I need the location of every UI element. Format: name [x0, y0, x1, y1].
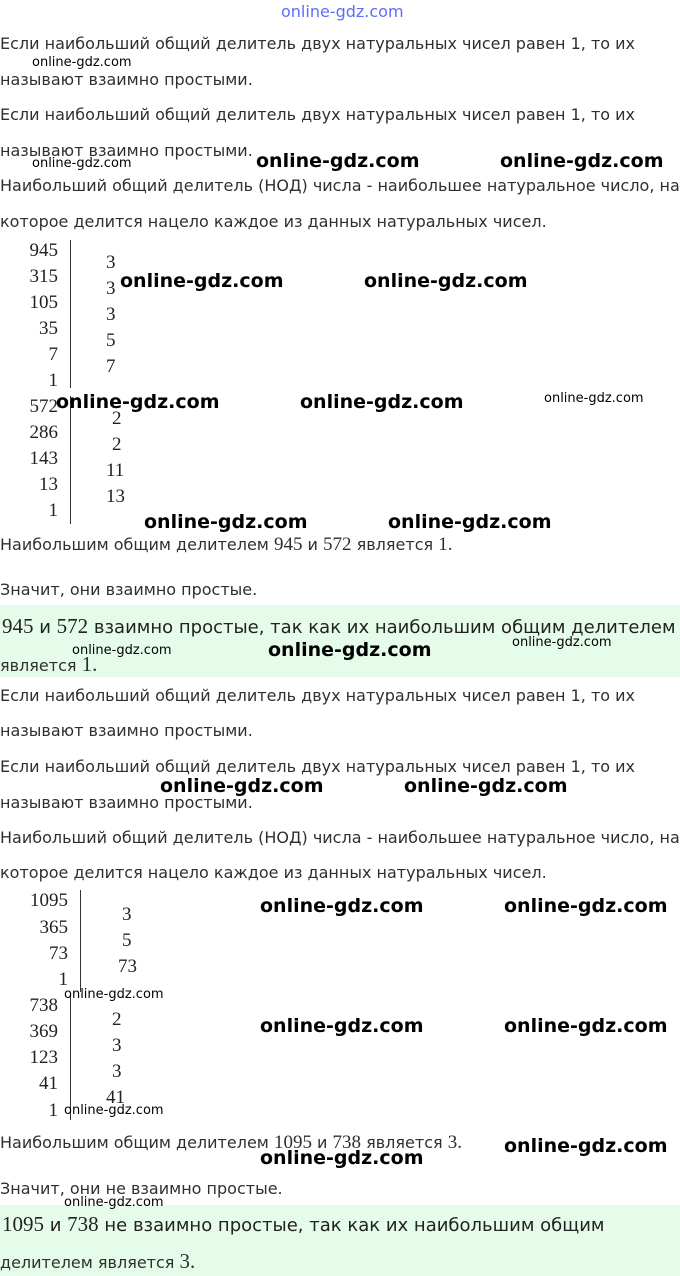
divisor: 11 [106, 460, 125, 481]
watermark: online-gdz.com [64, 1103, 164, 1118]
conclusion: Значит, они взаимно простые. [0, 580, 258, 599]
watermark: online-gdz.com [300, 391, 464, 413]
watermark: online-gdz.com [504, 895, 668, 917]
watermark: online-gdz.com [544, 391, 644, 406]
watermark: online-gdz.com [504, 1135, 668, 1157]
answer-line1: 945 и 572 взаимно простые, так как их наибольшим общим делителем [2, 614, 676, 638]
divisor: 5 [122, 930, 132, 951]
dividend: 41 [39, 1073, 58, 1094]
watermark: online-gdz.com [64, 1195, 164, 1210]
dividend: 123 [29, 1047, 58, 1068]
divisor: 41 [106, 1087, 125, 1108]
divisor: 5 [106, 330, 116, 351]
gcd-result: Наибольшим общим делителем 1095 и 738 является 3. [0, 1132, 462, 1153]
gcd-result: Наибольшим общим делителем 945 и 572 является 1. [0, 534, 453, 555]
dividend: 105 [29, 292, 58, 313]
watermark: online-gdz.com [364, 270, 528, 292]
divisor: 2 [112, 408, 122, 429]
divisor: 3 [106, 304, 116, 325]
watermark: online-gdz.com [32, 156, 132, 171]
divisor: 3 [106, 278, 116, 299]
watermark: online-gdz.com [512, 635, 612, 650]
division-bar [80, 890, 81, 992]
watermark: online-gdz.com [56, 391, 220, 413]
divisor: 3 [112, 1035, 122, 1056]
dividend: 315 [29, 266, 58, 287]
watermark: online-gdz.com [404, 775, 568, 797]
watermark: online-gdz.com [388, 511, 552, 533]
dividend: 7 [48, 344, 58, 365]
conclusion: Значит, они не взаимно простые. [0, 1179, 283, 1198]
divisor: 13 [106, 486, 125, 507]
watermark: online-gdz.com [160, 775, 324, 797]
divisor: 7 [106, 356, 116, 377]
dividend: 73 [49, 943, 68, 964]
watermark-top: online-gdz.com [281, 2, 404, 21]
dividend: 572 [29, 396, 58, 417]
divisor: 3 [122, 904, 132, 925]
definition-gcd-line2: которое делится нацело каждое из данных натуральных чисел. [0, 863, 547, 882]
divisor: 3 [112, 1061, 122, 1082]
watermark: online-gdz.com [260, 895, 424, 917]
watermark: online-gdz.com [72, 643, 172, 658]
watermark: online-gdz.com [260, 1147, 424, 1169]
definition-coprime-line2: называют взаимно простыми. [0, 70, 253, 89]
dividend: 369 [29, 1021, 58, 1042]
definition-coprime-line1: Если наибольший общий делитель двух натуральных чисел равен 1, то их [0, 686, 635, 705]
definition-coprime-repeat-line1: Если наибольший общий делитель двух натуральных чисел равен 1, то их [0, 757, 635, 776]
dividend: 945 [29, 240, 58, 261]
answer-line1: 1095 и 738 не взаимно простые, так как их наибольшим общим [2, 1212, 605, 1236]
definition-coprime-line1: Если наибольший общий делитель двух натуральных чисел равен 1, то их [0, 34, 635, 53]
watermark: online-gdz.com [268, 639, 432, 661]
definition-coprime-repeat-line2: называют взаимно простыми. [0, 793, 253, 812]
dividend: 1 [58, 969, 68, 990]
division-bar [70, 240, 71, 388]
watermark: online-gdz.com [256, 150, 420, 172]
divisor: 2 [112, 434, 122, 455]
dividend: 1 [48, 370, 58, 391]
dividend: 1 [48, 500, 58, 521]
dividend: 738 [29, 995, 58, 1016]
division-bar [70, 396, 71, 524]
divisor: 2 [112, 1009, 122, 1030]
definition-coprime-repeat-line2: называют взаимно простыми. [0, 141, 253, 160]
dividend: 1095 [30, 890, 68, 911]
divisor: 73 [118, 956, 137, 977]
definition-coprime-line2: называют взаимно простыми. [0, 721, 253, 740]
answer-line2: делителем является 3. [0, 1249, 196, 1273]
definition-gcd-line1: Наибольший общий делитель (НОД) числа - наибольшее натуральное число, на [0, 176, 680, 195]
watermark: online-gdz.com [144, 511, 308, 533]
answer-line2: является 1. [0, 652, 98, 676]
watermark: online-gdz.com [120, 270, 284, 292]
watermark: online-gdz.com [260, 1015, 424, 1037]
watermark: online-gdz.com [500, 150, 664, 172]
dividend: 13 [39, 474, 58, 495]
divisor: 3 [106, 252, 116, 273]
dividend: 365 [39, 917, 68, 938]
watermark: online-gdz.com [504, 1015, 668, 1037]
dividend: 35 [39, 318, 58, 339]
dividend: 143 [29, 448, 58, 469]
definition-gcd-line2: которое делится нацело каждое из данных натуральных чисел. [0, 212, 547, 231]
watermark: online-gdz.com [64, 987, 164, 1002]
definition-coprime-repeat-line1: Если наибольший общий делитель двух натуральных чисел равен 1, то их [0, 105, 635, 124]
dividend: 1 [48, 1100, 58, 1121]
division-bar [70, 995, 71, 1120]
dividend: 286 [29, 422, 58, 443]
watermark: online-gdz.com [32, 55, 132, 70]
definition-gcd-line1: Наибольший общий делитель (НОД) числа - наибольшее натуральное число, на [0, 828, 680, 847]
